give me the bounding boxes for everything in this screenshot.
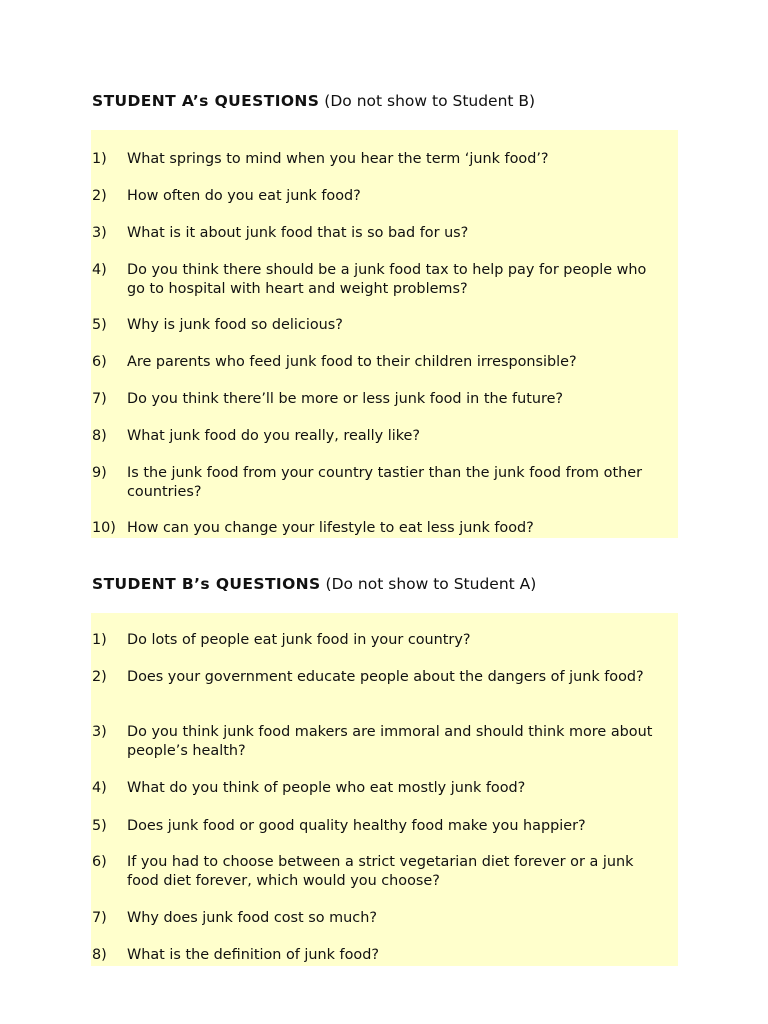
question-number: 5): [92, 818, 107, 834]
question-number: 6): [92, 354, 107, 370]
question-number: 1): [92, 151, 107, 167]
question-text: Why is junk food so delicious?: [127, 317, 343, 333]
question-number: 6): [92, 854, 107, 870]
section-b-note: (Do not show to Student A): [320, 575, 537, 593]
question-text: Why does junk food cost so much?: [127, 910, 377, 926]
question-number: 3): [92, 225, 107, 241]
section-b-heading: STUDENT B’s QUESTIONS: [92, 575, 321, 593]
question-text: What is the definition of junk food?: [127, 947, 379, 963]
question-number: 3): [92, 724, 107, 740]
question-text: Do you think there should be a junk food tax to help pay for people who go to hospital with heart and weight problems?: [127, 262, 647, 297]
question-number: 4): [92, 262, 107, 278]
question-text: How can you change your lifestyle to eat less junk food?: [127, 520, 534, 536]
question-number: 8): [92, 428, 107, 444]
section-b-title: [92, 575, 536, 593]
question-number: 10): [92, 520, 116, 536]
question-number: 7): [92, 391, 107, 407]
question-text: Is the junk food from your country tastier than the junk food from other countries?: [127, 465, 642, 500]
question-text: Do you think junk food makers are immoral and should think more about people’s health?: [127, 724, 653, 759]
question-text: Do you think there’ll be more or less junk food in the future?: [127, 391, 564, 407]
section-a-title: [92, 92, 535, 110]
question-number: 9): [92, 465, 107, 481]
question-text: Does your government educate people about the dangers of junk food?: [127, 669, 644, 685]
question-text: Do lots of people eat junk food in your country?: [127, 632, 471, 648]
question-number: 7): [92, 910, 107, 926]
question-number: 5): [92, 317, 107, 333]
question-text: How often do you eat junk food?: [127, 188, 361, 204]
question-text: Are parents who feed junk food to their children irresponsible?: [127, 354, 577, 370]
question-number: 8): [92, 947, 107, 963]
question-text: What springs to mind when you hear the term ‘junk food’?: [127, 151, 549, 167]
question-text: What is it about junk food that is so bad for us?: [127, 225, 469, 241]
question-text: Does junk food or good quality healthy food make you happier?: [127, 818, 586, 834]
question-number: 4): [92, 780, 107, 796]
section-b-question-box: [91, 613, 678, 966]
question-text: What junk food do you really, really like?: [127, 428, 421, 444]
section-a-note: (Do not show to Student B): [319, 92, 536, 110]
question-text: What do you think of people who eat mostly junk food?: [127, 780, 526, 796]
question-number: 1): [92, 632, 107, 648]
section-a-heading: STUDENT A’s QUESTIONS: [92, 92, 320, 110]
question-text: If you had to choose between a strict vegetarian diet forever or a junk food diet forever, which would you choose?: [127, 854, 634, 889]
question-number: 2): [92, 669, 107, 685]
section-a-question-box: [91, 130, 678, 538]
question-number: 2): [92, 188, 107, 204]
